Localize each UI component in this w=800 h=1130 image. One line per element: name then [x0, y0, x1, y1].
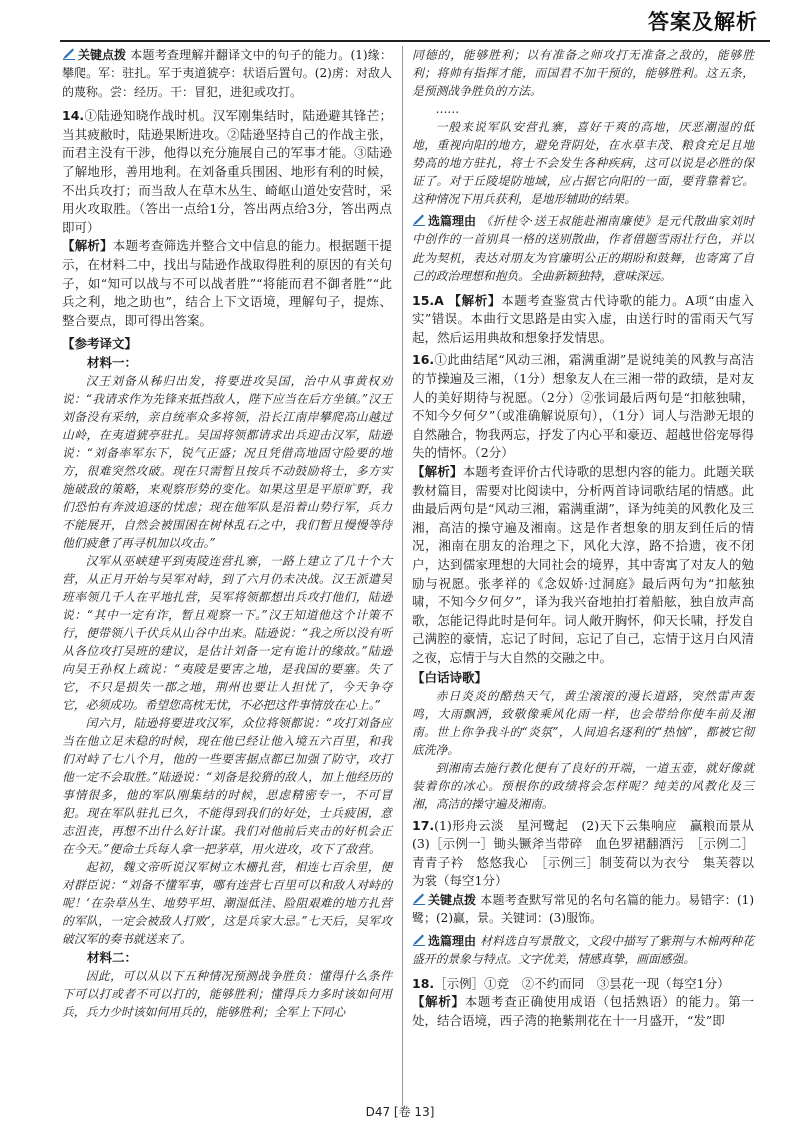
q14-number: 14. — [62, 108, 85, 124]
q17-answer — [412, 817, 767, 891]
material-two-para-1: 因此，可以从以下五种情况预测战争胜负：懂得什么条件下可以打或者不可以打的，能够胜利；懂得兵力多时该如何用兵，兵力少时该如何用兵的，能够胜利；全军上下同心 — [62, 969, 392, 1020]
q17-key-point-tag-label: 关键点拨 — [428, 892, 477, 907]
q16-analysis-text: 本题考查评价古代诗歌的思想内容的能力。此题关联教材篇目，需要对比阅读中，分析两首诗词歌结尾的情感。此曲最后两句是“风动三湘，霜满重湖”，译为纯美的风教化及三湘，高洁的操守遍及湘南。这是作者想象的朋友到任后的情况，湘南在朋友的治理之下，风化大淳，路不拾遗，夜不闭户，达到儒家理想的大同社会的境界，其中寄寓了对友人的勉励与祝愿。张孝祥的《念奴娇·过洞庭》最后两句为“扣舷独啸，不知今夕何夕”，译为我兴奋地拍打着船舷，独自放声高歌，怎能记得此时是何年。词人敞开胸怀，仰天长啸，抒发自己满腔的豪情，忘记了时间，忘记了自己，忘情于这月白风清之夜，忘情于与大自然的交融之中。 — [412, 463, 754, 665]
q15-choice: A — [434, 292, 444, 308]
key-point-text: 本题考查理解并翻译文中的句子的能力。(1)缘：攀爬。军：驻扎。军于夷道猇亭：状语后置句。(2)虏：对敌人的蔑称。尝：经历。干：冒犯，进犯或攻打。 — [62, 48, 392, 99]
left-column — [62, 46, 392, 1106]
right-column — [412, 46, 767, 1106]
q17-selection-reason-tag-label: 选篇理由 — [428, 933, 477, 948]
ellipsis: …… — [435, 102, 460, 116]
q17-selection-reason — [412, 932, 754, 969]
q17-key-point-tag — [412, 891, 476, 909]
column-divider — [402, 46, 403, 1106]
key-point-block — [62, 46, 392, 101]
vernacular-para-2: 到湘南去施行教化便有了良好的开端，一道玉壶，就好像就装着你的冰心。预根你的政绩将会怎样呢？纯美的风教化及三湘，高洁的操守遍及湘南。 — [412, 760, 754, 811]
vernacular-heading: 【白话诗歌】 — [412, 669, 488, 685]
q18-analysis-text: 本题考查正确使用成语（包括熟语）的能力。第一处，结合语境，西子湾的艳紫荆花在十一月盛开，“发”即 — [412, 994, 754, 1028]
q17-key-point — [412, 891, 754, 928]
q18-analysis — [412, 993, 754, 1030]
q17-selection-reason-tag — [412, 932, 476, 950]
q15-answer — [412, 292, 754, 348]
selection-reason-tag-label: 选篇理由 — [428, 214, 477, 228]
material-two-heading: 材料二： — [87, 950, 138, 966]
q14-analysis-label: 【解析】 — [62, 238, 113, 254]
q17-selection-reason-text: 材料选自写景散文，文段中描写了紫荆与木棉两种花盛开的景象与特点。文字优美，情感真挚，画面感强。 — [412, 933, 754, 967]
material-two-continued: 同德的，能够胜利；以有准备之师攻打无准备之敌的，能够胜利；将帅有指挥才能，而国君不加干预的，能够胜利。这五条，是预测战争胜负的方法。 — [412, 48, 754, 98]
pen-icon — [62, 48, 76, 60]
reference-translation-heading: 【参考译文】 — [62, 336, 138, 352]
q17-key-point-text: 本题考查默写常见的名句名篇的能力。易错字：(1)鹭；(2)赢，景。关键词：(3)服饰。 — [412, 892, 754, 926]
selection-reason-block — [412, 212, 754, 286]
q18-answer — [412, 975, 754, 994]
selection-reason-tag — [412, 212, 476, 230]
material-one-para-3: 闰六月，陆逊将要进攻汉军，众位将领都说：“攻打刘备应当在他立足未稳的时候，现在他已经让他入境五六百里，和我们对峙了七八个月，他的一些要害据点都已加强了防守，攻打他一定不会取胜。”陆逊说：“刘备是狡猾的敌人，加上他经历的事情很多，他的军队刚集结的时候，思虑精密专一，不可冒犯。现在军队驻扎已久，不能得到我们的好处，士兵疲困，意志沮丧，再想不出什么好计谋。我们对他前后夹击的好机会正在今天。”便命士兵每人拿一把茅草，用火进攻，攻下了敌营。 — [62, 716, 392, 857]
header-rule — [60, 40, 770, 42]
q16-answer-text: ①此曲结尾“风动三湘，霜满重湖”是说纯美的风教与高洁的节操遍及三湘，（1分）想象友人在三湘一带的政绩，是对友人的美好期待与祝愿。（2分）②张词最后两句是“扣舷独啸，不知今夕何夕”（或准确解说原句），（1分）词人与浩渺无垠的自然融合，物我两忘，抒发了内心平和豪迈、超越世俗宠辱得失的情怀。（2分） — [412, 352, 754, 461]
selection-reason-text: 《折桂令·送王叔能赴湘南廉使》是元代散曲家刘时中创作的一首别具一格的送别散曲，作者借题雪雨壮行色，并以此为契机，表达对朋友为官廉明公正的期盼和鼓舞，也寄寓了自己的政治理想和抱负。全曲新颖独特，意味深远。 — [412, 214, 754, 284]
q16-analysis — [412, 463, 754, 668]
q14-analysis-text: 本题考查筛选并整合文中信息的能力。根据题干提示，在材料二中，找出与陆逊作战取得胜利的原因的有关句子，如“知可以战与不可以战者胜”“将能而君不御者胜”“此兵之利，地之助也”，结合上下文语境，理解句子，提炼、整合要点，即可得出答案。 — [62, 238, 392, 328]
material-one-para-4: 起初，魏文帝听说汉军树立木栅扎营，相连七百余里，便对群臣说：“刘备不懂军事，哪有连营七百里可以和敌人对峙的呢！‘在杂草丛生、地势平坦、潮湿低洼、险阻艰难的地方扎营的军队，一定会被敌人打败’，这是兵家大忌。”七天后，吴军攻破汉军的奏书就送来了。 — [62, 860, 392, 947]
material-one-para-1: 汉王刘备从秭归出发，将要进攻吴国，治中从事黄权劝说：“我请求作为先锋来抵挡敌人，陛下应当在后方坐镇。”汉王刘备没有采纳，亲自统率众多将领，沿长江南岸攀爬高山越过山岭，在夷道猇亭驻扎。吴国将领都请求出兵迎击汉军，陆逊说：“刘备率军东下，锐气正盛；况且凭借高地固守险要的地方，很难突然攻破。现在只需暂且按兵不动鼓励将士，多方实施破敌的策略，来观察形势的变化。如果这里是平原旷野，我们恐怕有奔波追逐的忧虑；现在他军队是沿着山势行军，兵力不能展开，自然会被围困在树林乱石之中，我们暂且慢慢等待他们疲惫了再寻机加以攻击。” — [62, 374, 392, 551]
q15-number: 15. — [412, 292, 435, 308]
q15-analysis-label: 【解析】 — [448, 292, 502, 308]
q16-analysis-label: 【解析】 — [412, 463, 463, 479]
q15-analysis-text: 本题考查鉴赏古代诗歌的能力。A项“由虚入实”错误。本曲行文思路是由实入虚，由送行时的雷雨天气写起，然后运用典故和想象抒发情思。 — [412, 292, 754, 345]
q18-number: 18. — [412, 975, 435, 991]
q16-number: 16. — [412, 352, 435, 368]
page-footer: D47 [卷 13] — [365, 1105, 435, 1119]
material-one-heading: 材料一： — [87, 355, 138, 371]
key-point-tag — [62, 46, 126, 64]
q14-answer-text: ①陆逊知晓作战时机。汉军刚集结时，陆逊避其锋芒；当其疲敝时，陆逊果断进攻。②陆逊坚持自己的作战主张，而君主没有干涉，他得以充分施展自己的军事才能。③陆逊了解地形，善用地利。在刘备重兵围困、地形有利的时候，不出兵攻打；而当敌人在草木丛生、崎岖山道处安营时，采用火攻取胜。（答出一点给1分，答出两点给3分，答出两点即可） — [62, 108, 392, 235]
q17-answer-text: (1)形舟云淡 星河鹭起 (2)天下云集响应 赢粮而景从 (3)［示例一］锄头镢斧当带碎 血色罗裙翻酒污 ［示例二］青青子衿 悠悠我心 ［示例三］制芰荷以为衣兮 集芙蓉以为裳（每空1分） — [412, 817, 767, 889]
q18-analysis-label: 【解析】 — [412, 994, 465, 1010]
q14-analysis — [62, 237, 392, 330]
pen-icon — [412, 214, 426, 226]
q16-answer — [412, 351, 754, 463]
header-title: 答案及解析 — [648, 10, 758, 34]
pen-icon — [412, 934, 426, 946]
material-one-para-2: 汉军从巫峡建平到夷陵连营扎寨，一路上建立了几十个大营，从正月开始与吴军对峙，到了六月仍未决战。汉王派遣吴班率领几千人在平地扎营，吴军将领都想出兵攻打他们，陆逊说：“其中一定有诈，暂且观察一下。”汉王知道他这个计策不行，便带领八千伏兵从山谷中出来。陆逊说：“我之所以没有听从各位攻打吴班的建议，是估计刘备一定有诡计的缘故。”陆逊向吴王孙权上疏说：“夷陵是要害之地，是我国的要塞。失了它，不只是损失一郡之地，荆州也要让人担忧了，今天争夺它，必须成功。希望您高枕无忧，不必把这件事情放在心上。” — [62, 554, 392, 713]
material-two-para-2: 一般来说军队安营扎寨，喜好干爽的高地，厌恶潮湿的低地，重视向阳的地方，避免背阴处，在水草丰茂、粮食充足且地势高的地方驻扎，将士不会发生各种疾病，这可以说是必胜的保证了。对于丘陵堤防地域，应占据它向阳的一面，要背靠着它。这种情况下用兵获利，是地形辅助的结果。 — [412, 120, 754, 206]
vernacular-para-1: 赤日炎炎的酷热天气，黄尘滚滚的漫长道路，突然雷声轰鸣，大雨飘洒，致敬像乘风化雨一样，也会带给你使车前及湘南。世上你争我斗的“炎氛”，人间追名逐利的“热恼”，都被它彻底洗净。 — [412, 688, 754, 757]
q14-answer — [62, 107, 392, 237]
q17-number: 17. — [412, 817, 435, 833]
pen-icon — [412, 893, 426, 905]
key-point-tag-label: 关键点拨 — [78, 48, 127, 62]
q18-answer-text: ［示例］①竞 ②不约而同 ③昙花一现（每空1分） — [434, 975, 730, 991]
